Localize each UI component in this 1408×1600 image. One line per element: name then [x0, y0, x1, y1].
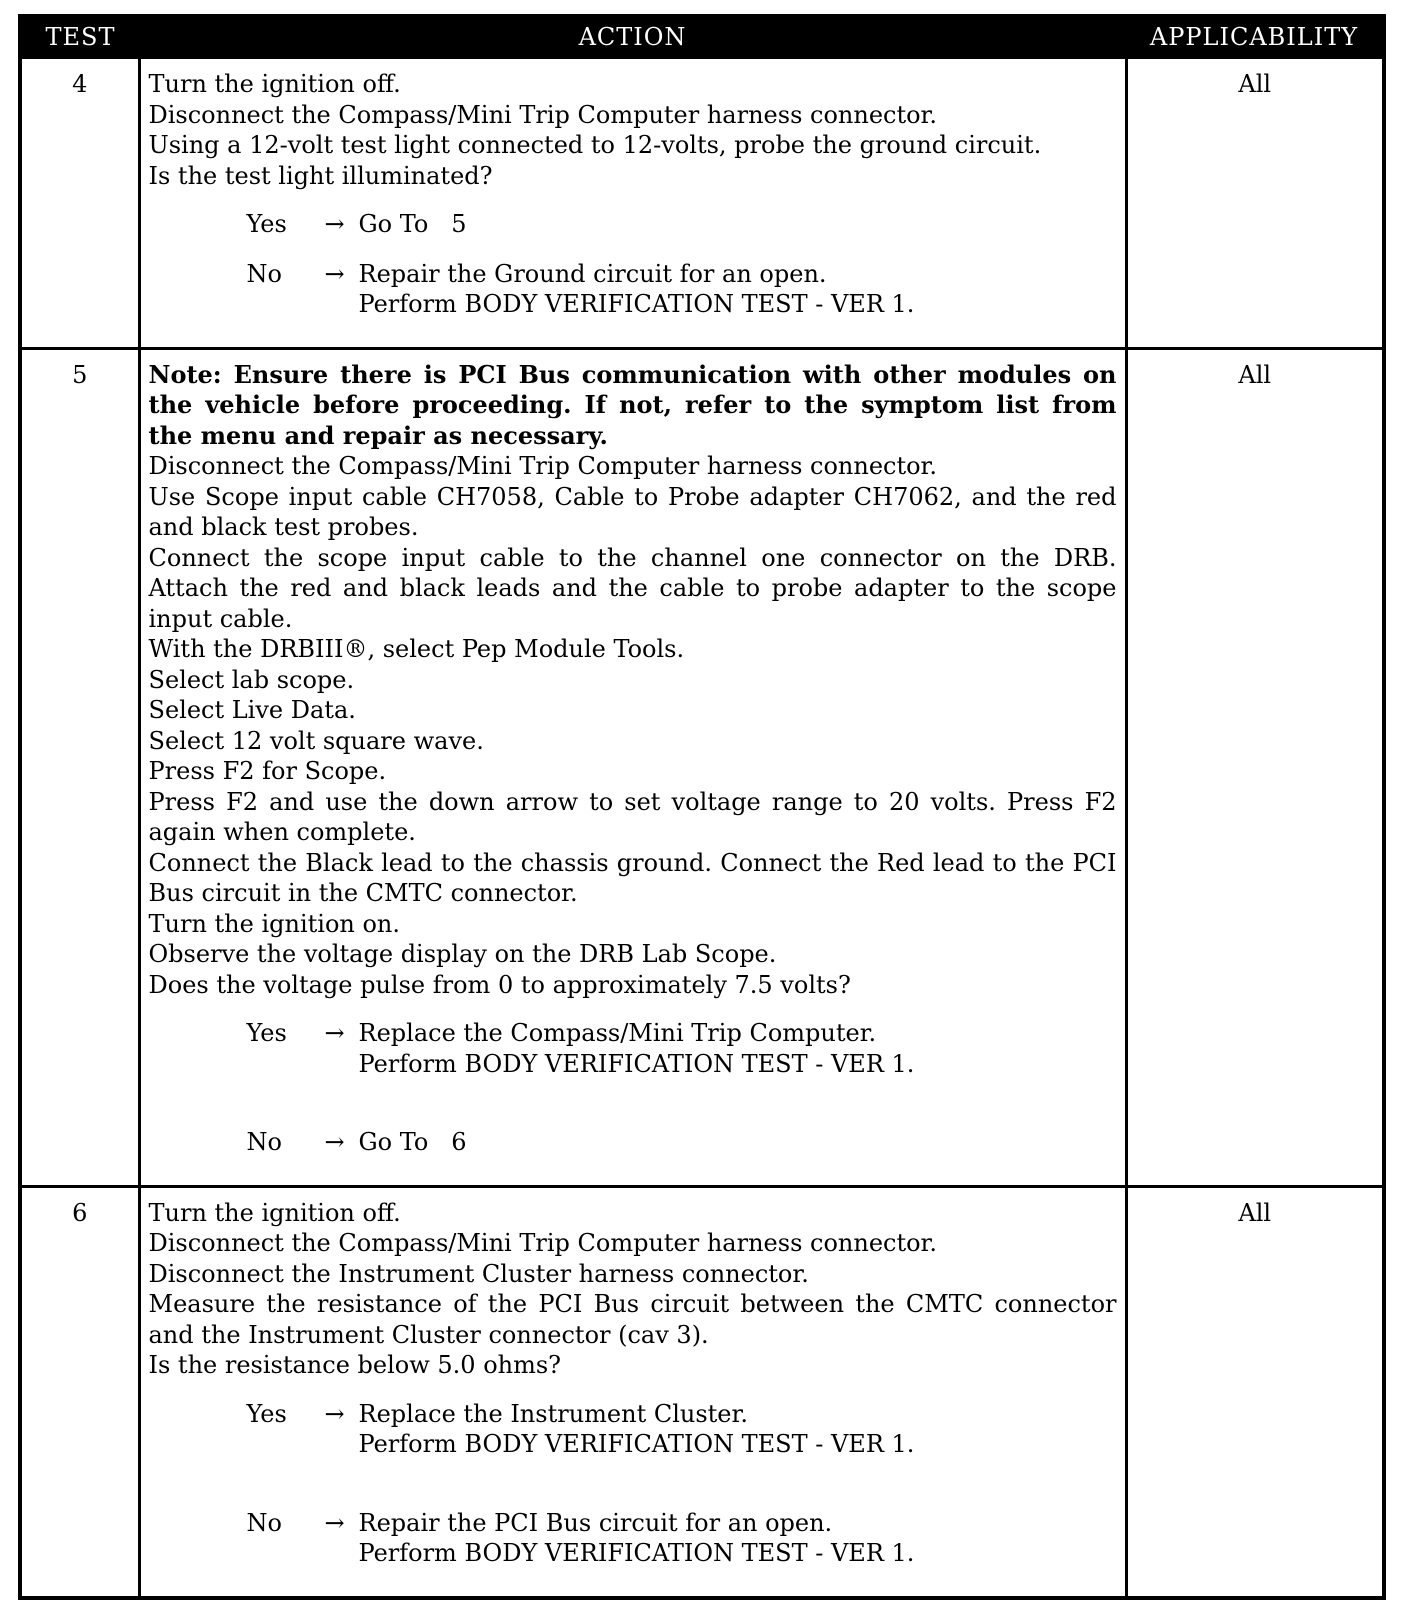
- action-step: Select 12 volt square wave.: [148, 726, 484, 755]
- action-step: Observe the voltage display on the DRB Lab Scope.: [148, 940, 777, 968]
- header-applicability: APPLICABILITY: [1126, 16, 1384, 58]
- yes-result: [359, 209, 1117, 240]
- result-line: Go To 6: [358, 1128, 467, 1156]
- result-line: Repair the Ground circuit for an open.: [358, 259, 827, 288]
- no-answer: [149, 1508, 1117, 1569]
- action-step: Disconnect the Instrument Cluster harness connector.: [148, 1259, 809, 1288]
- applicability-value: All: [1126, 1186, 1384, 1598]
- no-result: [359, 259, 1117, 320]
- result-line: Perform BODY VERIFICATION TEST - VER 1.: [358, 1049, 915, 1078]
- test-number: 6: [20, 1186, 139, 1598]
- action-step: Press F2 and use the down arrow to set voltage range to 20 volts. Press F2 again when complete.: [148, 787, 1117, 846]
- table-row: [20, 58, 1384, 349]
- test-number: 4: [20, 58, 139, 349]
- right-arrow-icon: →: [324, 1399, 345, 1428]
- action-step: Connect the Black lead to the chassis ground. Connect the Red lead to the PCI Bus circuit in the CMTC connector.: [148, 848, 1117, 907]
- yes-label: Yes: [246, 210, 287, 238]
- action-step: Disconnect the Compass/Mini Trip Computer harness connector.: [148, 452, 938, 480]
- action-cell: [139, 348, 1126, 1186]
- answer-block: [149, 1018, 1117, 1158]
- no-result: [359, 1127, 1117, 1158]
- diagnostic-test-table: [18, 14, 1386, 1600]
- action-step: Use Scope input cable CH7058, Cable to Probe adapter CH7062, and the red and black test probes.: [148, 482, 1117, 541]
- action-step: Is the resistance below 5.0 ohms?: [148, 1351, 562, 1379]
- result-line: Replace the Compass/Mini Trip Computer.: [358, 1019, 877, 1047]
- result-line: Perform BODY VERIFICATION TEST - VER 1.: [358, 1539, 915, 1567]
- yes-result: [359, 1399, 1117, 1460]
- action-step: Turn the ignition on.: [148, 909, 401, 938]
- action-cell: [139, 58, 1126, 349]
- applicability-value: All: [1126, 58, 1384, 349]
- yes-label: Yes: [246, 1399, 287, 1428]
- action-step: Disconnect the Compass/Mini Trip Computer harness connector.: [148, 100, 938, 129]
- action-step: With the DRBIII®, select Pep Module Tools.: [148, 635, 685, 663]
- result-line: Go To 5: [358, 210, 467, 238]
- table-header-row: [20, 16, 1384, 58]
- yes-answer: [149, 1018, 1117, 1079]
- header-test: TEST: [20, 16, 139, 58]
- no-answer: [149, 1127, 1117, 1158]
- no-label: No: [246, 1508, 282, 1537]
- action-step: Is the test light illuminated?: [148, 161, 493, 190]
- action-note: Note: Ensure there is PCI Bus communication with other modules on the vehicle before proceeding. If not, refer to the symptom list from the menu and repair as necessary.: [148, 359, 1117, 450]
- right-arrow-icon: →: [324, 259, 345, 288]
- right-arrow-icon: →: [324, 1508, 345, 1537]
- action-step: Measure the resistance of the PCI Bus circuit between the CMTC connector and the Instrument Cluster connector (cav 3).: [148, 1290, 1117, 1349]
- yes-result: [359, 1018, 1117, 1079]
- no-label: No: [246, 259, 282, 288]
- action-step: Connect the scope input cable to the channel one connector on the DRB. Attach the red and black leads and the cable to probe adapter to the scope input cable.: [148, 543, 1117, 633]
- table-row: [20, 348, 1384, 1186]
- result-line: Replace the Instrument Cluster.: [358, 1399, 748, 1428]
- action-step: Select Live Data.: [148, 696, 356, 724]
- action-step: Press F2 for Scope.: [148, 757, 387, 785]
- action-step: Does the voltage pulse from 0 to approximately 7.5 volts?: [148, 970, 851, 999]
- action-step: Select lab scope.: [148, 665, 355, 694]
- yes-answer: [149, 209, 1117, 240]
- applicability-value: All: [1126, 348, 1384, 1186]
- action-step: Disconnect the Compass/Mini Trip Computer harness connector.: [148, 1229, 938, 1257]
- yes-label: Yes: [246, 1019, 287, 1047]
- yes-answer: [149, 1399, 1117, 1460]
- action-step: Using a 12-volt test light connected to 12-volts, probe the ground circuit.: [148, 131, 1042, 159]
- result-line: Repair the PCI Bus circuit for an open.: [358, 1508, 833, 1537]
- no-answer: [149, 259, 1117, 320]
- result-line: Perform BODY VERIFICATION TEST - VER 1.: [358, 1430, 915, 1458]
- answer-block: [149, 1399, 1117, 1569]
- diagnostic-procedure-page: [18, 14, 1382, 1567]
- right-arrow-icon: →: [324, 210, 345, 238]
- no-label: No: [246, 1128, 282, 1156]
- test-number: 5: [20, 348, 139, 1186]
- action-step: Turn the ignition off.: [148, 70, 401, 98]
- action-step: Turn the ignition off.: [148, 1198, 401, 1227]
- right-arrow-icon: →: [324, 1019, 345, 1047]
- no-result: [359, 1508, 1117, 1569]
- result-line: Perform BODY VERIFICATION TEST - VER 1.: [358, 290, 915, 318]
- right-arrow-icon: →: [324, 1128, 345, 1156]
- answer-block: [149, 209, 1117, 320]
- header-action: ACTION: [139, 16, 1126, 58]
